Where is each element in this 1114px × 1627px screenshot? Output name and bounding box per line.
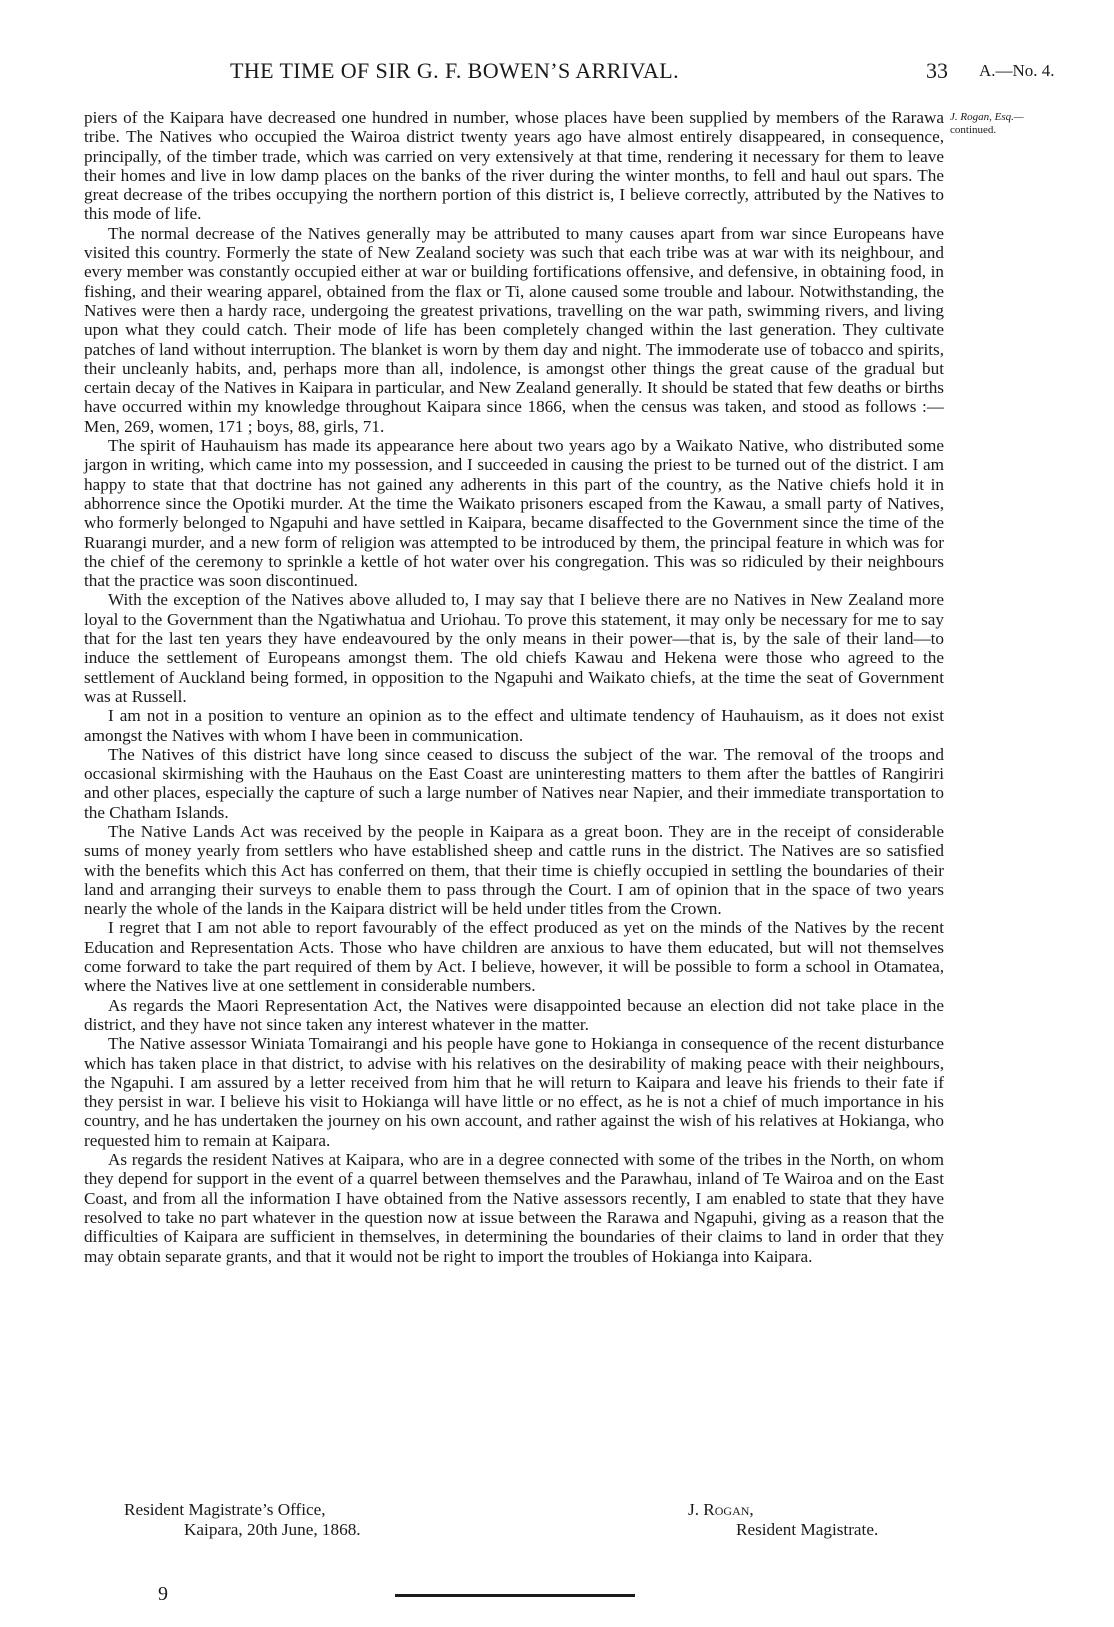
paragraph: I am not in a position to venture an opinion as to the effect and ultimate tendency of Hauhauism, as it does not exist amongst the Natives with whom I have been in communication. <box>84 706 944 745</box>
paragraph: The Native assessor Winiata Tomairangi and his people have gone to Hokianga in consequence of the recent disturbance which has taken place in that district, to advise with his relatives on the desirability of making peace with their neighbours, the Ngapuhi. I am assured by a letter received from him that he will return to Kaipara and leave his friends to their fate if they persist in war. I believe his visit to Hokianga will have little or no effect, as he is not a chief of much importance in his country, and he has undertaken the journey on his own account, and rather against the wish of his relatives at Hokianga, who requested him to remain at Kaipara. <box>84 1034 944 1150</box>
paragraph: As regards the resident Natives at Kaipara, who are in a degree connected with some of the tribes in the North, on whom they depend for support in the event of a quarrel between themselves and the Parawhau, inland of Te Wairoa and on the East Coast, and from all the information I have obtained from the Native assessors recently, I am enabled to state that they have resolved to take no part whatever in the question now at issue between the Rarawa and Ngapuhi, giving as a reason that the difficulties of Kaipara are sufficient in themselves, in determining the boundaries of their claims to land in order that they may obtain separate grants, and that it would not be right to import the troubles of Hokianga into Kaipara. <box>84 1150 944 1266</box>
paragraph: The Natives of this district have long since ceased to discuss the subject of the war. The removal of the troops and occasional skirmishing with the Hauhaus on the East Coast are uninteresting matters to them after the battles of Rangiriri and other places, especially the capture of such a large number of Natives near Napier, and their immediate transportation to the Chatham Islands. <box>84 744 944 822</box>
margin-note-author: J. Rogan, Esq.— <box>950 111 1024 123</box>
paragraph: I regret that I am not able to report favourably of the effect produced as yet on the minds of the Natives by the recent Education and Representation Acts. Those who have children are anxious to have them educated, but will not themselves come forward to take the part required of them by Act. I believe, however, it will be possible to form a school in Otamatea, where the Natives live at one settlement in considerable numbers. <box>84 918 944 996</box>
document-reference: A.—No. 4. <box>979 61 1055 80</box>
page-header <box>0 58 1114 88</box>
signature-office: Resident Magistrate’s Office, <box>124 1500 326 1519</box>
margin-note-continued: continued. <box>950 124 997 136</box>
signature-name-surname: Rogan, <box>703 1500 754 1519</box>
paragraph: As regards the Maori Representation Act, the Natives were disappointed because an election did not take place in the district, and they have not since taken any interest whatever in the matter. <box>84 995 944 1034</box>
footer-rule <box>395 1594 635 1597</box>
signature-place-date: Kaipara, 20th June, 1868. <box>184 1520 361 1539</box>
paragraph: The Native Lands Act was received by the people in Kaipara as a great boon. They are in the receipt of considerable sums of money yearly from settlers who have established sheep and cattle runs in the district. The Natives are so satisfied with the benefits which this Act has conferred on them, that their time is chiefly occupied in settling the boundaries of their land and arranging their surveys to enable them to pass through the Court. I am of opinion that in the space of two years nearly the whole of the lands in the Kaipara district will be held under titles from the Crown. <box>84 821 944 919</box>
paragraph: piers of the Kaipara have decreased one hundred in number, whose places have been supplied by members of the Rarawa tribe. The Natives who occupied the Wairoa district twenty years ago have almost entirely disappeared, in consequence, principally, of the timber trade, which was carried on very extensively at that time, rendering it necessary for them to leave their homes and live in low damp places on the banks of the river during the winter months, to fell and haul out spars. The great decrease of the tribes occupying the northern portion of this district is, I believe correctly, attributed by the Natives to this mode of life. <box>84 108 944 224</box>
paragraph: With the exception of the Natives above alluded to, I may say that I believe there are no Natives in New Zealand more loyal to the Government than the Ngatiwhatua and Uriohau. To prove this statement, it may only be necessary for me to say that for the last ten years they have endeavoured by the only means in their power—that is, by the sale of their land—to induce the settlement of Europeans amongst them. The old chiefs Kawau and Hekena were those who agreed to the settlement of Auckland being formed, in opposition to the Ngapuhi and Waikato chiefs, at the time the seat of Government was at Russell. <box>84 590 944 706</box>
signature-name <box>688 1500 754 1520</box>
signature-title: Resident Magistrate. <box>736 1520 879 1539</box>
signature-block <box>0 1500 1114 1560</box>
body-text <box>84 108 944 1266</box>
page-number: 33 <box>926 58 948 83</box>
paragraph: The spirit of Hauhauism has made its appearance here about two years ago by a Waikato Native, who distributed some jargon in writing, which came into my possession, and I succeeded in causing the priest to be turned out of the district. I am happy to state that that doctrine has not gained any adherents in this part of the country, as the Native chiefs hold it in abhorrence since the Opotiki murder. At the time the Waikato prisoners escaped from the Kawau, a small party of Natives, who formerly belonged to Ngapuhi and have settled in Kaipara, became disaffected to the Government since the time of the Ruarangi murder, and a new form of religion was attempted to be introduced by them, the principal feature in which was for the chief of the ceremony to sprinkle a kettle of hot water over his congregation. This was so ridiculed by their neighbours that the practice was soon discontinued. <box>84 436 944 591</box>
margin-note <box>950 111 1070 137</box>
signature-name-initial: J. <box>688 1500 704 1519</box>
paragraph: The normal decrease of the Natives generally may be attributed to many causes apart from war since Europeans have visited this country. Formerly the state of New Zealand society was such that each tribe was at war with its neighbour, and every member was constantly occupied either at war or building fortifications offensive, and defensive, in obtaining food, in fishing, and their wearing apparel, obtained from the flax or Ti, alone caused some trouble and labour. Notwithstanding, the Natives were then a hardy race, undergoing the greatest privations, travelling on the war path, swimming rivers, and living upon what they could catch. Their mode of life has been completely changed within the last generation. They cultivate patches of land without interruption. The blanket is worn by them day and night. The immoderate use of tobacco and spirits, their uncleanly habits, and, perhaps more than all, indolence, is amongst other things the great cause of the gradual but certain decay of the Natives in Kaipara in particular, and New Zealand generally. It should be stated that few deaths or births have occurred within my knowledge throughout Kaipara since 1866, when the census was taken, and stood as follows :—Men, 269, women, 171 ; boys, 88, girls, 71. <box>84 223 944 436</box>
sheet-signature-mark: 9 <box>158 1583 168 1605</box>
running-title: THE TIME OF SIR G. F. BOWEN’S ARRIVAL. <box>230 58 679 83</box>
